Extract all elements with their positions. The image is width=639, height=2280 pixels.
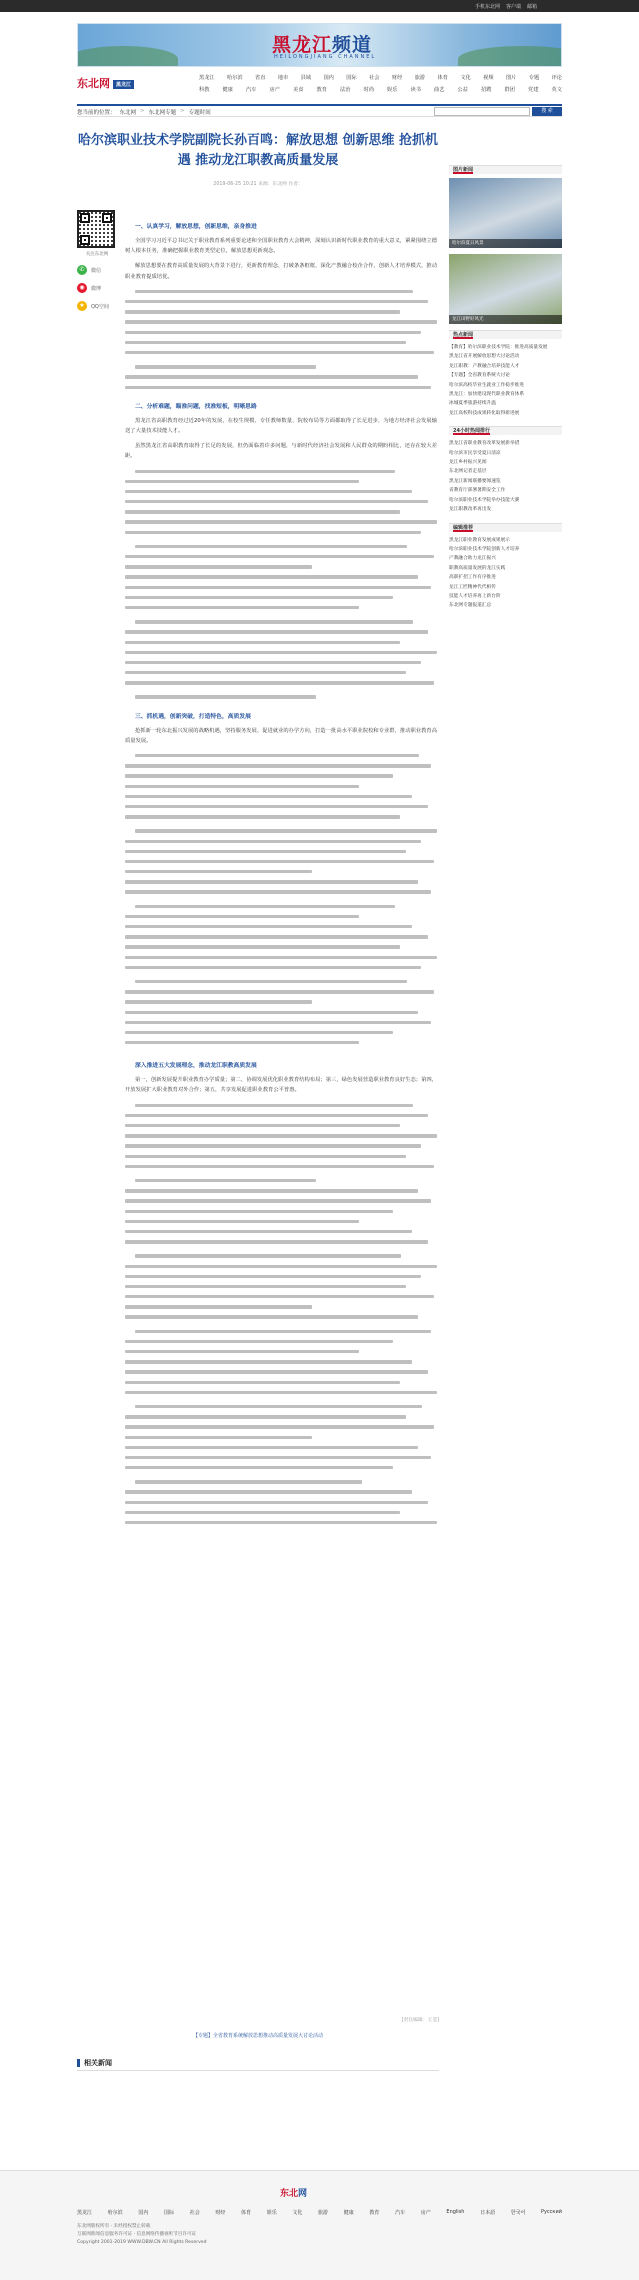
text-line-placeholder <box>125 617 437 627</box>
text-line-placeholder <box>125 1101 437 1111</box>
sidebar-news-item[interactable]: 哈尔滨职业技术学院举办技能大赛 <box>449 497 520 503</box>
text-line-placeholder <box>125 668 437 678</box>
qzone-icon: ★ <box>77 301 87 311</box>
text-line-placeholder <box>125 771 437 781</box>
nav-link[interactable]: 图片 <box>505 75 517 81</box>
sidebar-news-item[interactable]: 龙江乡村振兴见闻 <box>449 460 487 466</box>
text-line-placeholder <box>125 1008 437 1018</box>
sidebar-photo[interactable] <box>449 178 562 248</box>
text-line-placeholder <box>125 792 437 802</box>
breadcrumb-bar <box>77 104 562 117</box>
article-meta: 2019-06-25 10:21 来源：东北网 作者： <box>213 182 303 187</box>
nav-link[interactable]: 党建 <box>528 87 539 93</box>
sidebar-editor-header: 编辑推荐 <box>449 523 562 532</box>
text-line-placeholder <box>125 912 437 922</box>
footer-line: Copyright 2001-2019 WWW.DBW.CN All Rights Reserved <box>77 2240 207 2245</box>
nav-link[interactable]: 黑龙江 <box>199 75 215 81</box>
sidebar-news-item[interactable]: 黑龙江省开展解放思想大讨论活动 <box>449 354 520 360</box>
text-line-placeholder <box>125 1196 437 1206</box>
footer-nav-link[interactable]: 旅游 <box>318 2210 329 2216</box>
sidebar-news-item[interactable]: 冰城夏季旅游持续升温 <box>449 401 496 407</box>
header-nav <box>77 74 562 94</box>
sidebar-news-item[interactable]: 龙江职教改革再出发 <box>449 507 492 513</box>
text-line-placeholder <box>125 1028 437 1038</box>
article-paragraph: 抢抓新一轮东北振兴发展的战略机遇，坚持服务发展、促进就业的办学方向，打造一批高水平职业院校和专业群，推动职业教育高质量发展。 <box>125 727 437 744</box>
nav-link[interactable]: 教育 <box>316 87 327 93</box>
wechat-icon: ✆ <box>77 265 87 275</box>
text-line-placeholder <box>125 372 437 382</box>
text-line-placeholder <box>125 467 437 477</box>
sidebar-photo-header: 图片新闻 <box>449 165 562 174</box>
text-line-placeholder <box>125 877 437 887</box>
footer-nav-link[interactable]: 文化 <box>292 2210 303 2216</box>
text-line-placeholder <box>125 1508 437 1518</box>
breadcrumb: 您当前的位置： 东北网 > 东北网专题 > 专题时间 <box>77 108 211 116</box>
sidebar-news-item[interactable]: 【专题】全省教育系统大讨论 <box>449 373 510 379</box>
site-logo[interactable]: 东北网 黑龙江 <box>77 75 134 91</box>
text-line-placeholder <box>125 1186 437 1196</box>
article-paragraph: 虽然黑龙江省高职教育取得了长足的发展，但仍面临着许多问题，与新时代经济社会发展和人民群众的期盼相比，还存在较大差距。 <box>125 443 437 460</box>
sidebar-news-item[interactable]: 黑龙江职业教育发展成果展示 <box>449 537 510 543</box>
banner-title: 黑龙江频道 <box>272 34 373 56</box>
search-input[interactable] <box>434 107 530 116</box>
text-line-placeholder <box>125 867 437 877</box>
section-heading: 深入推进五大发展理念，推动龙江职教高质发展 <box>135 1063 257 1070</box>
footer-nav-link[interactable]: English <box>446 2209 465 2215</box>
text-line-placeholder <box>125 1327 437 1337</box>
text-line-placeholder <box>125 857 437 867</box>
article-editor: [责任编辑：王莹] <box>401 2018 439 2023</box>
text-line-placeholder <box>125 317 437 327</box>
text-line-placeholder <box>125 1272 437 1282</box>
text-line-placeholder <box>125 1477 437 1487</box>
footer-nav-link[interactable]: 社会 <box>189 2210 200 2216</box>
text-line-placeholder <box>125 1312 437 1322</box>
text-line-placeholder <box>125 1487 437 1497</box>
nav-link[interactable]: 文化 <box>460 75 471 81</box>
sidebar-news-item[interactable]: 龙江高校科技成果转化取得新进展 <box>449 410 520 416</box>
nav-link[interactable]: 房产 <box>269 87 280 93</box>
sidebar-24h-header: 24小时热闻排行 <box>449 426 562 435</box>
news-24h-list <box>449 439 562 514</box>
nav-link[interactable]: 评论 <box>551 75 562 81</box>
footer-copyright <box>77 2223 397 2247</box>
banner-hill-decoration <box>77 46 178 67</box>
article-title: 哈尔滨职业技术学院副院长孙百鸣：解放思想 创新思维 抢抓机遇 推动龙江职教高质量发展 <box>77 133 439 168</box>
text-line-placeholder <box>125 507 437 517</box>
nav-link[interactable]: 汽车 <box>246 87 257 93</box>
qr-label: 关注东北网 <box>85 252 109 257</box>
text-line-placeholder <box>125 383 437 393</box>
text-line-placeholder <box>125 1402 437 1412</box>
text-line-placeholder <box>125 1207 437 1217</box>
text-line-placeholder <box>125 1367 437 1377</box>
footer-nav-link[interactable]: 健康 <box>343 2210 354 2216</box>
nav-link[interactable]: 英文 <box>551 87 562 93</box>
text-line-placeholder <box>125 953 437 963</box>
top-link-mobile[interactable]: 手机东北网 <box>474 4 500 10</box>
sidebar-news-item[interactable]: 省教育厅部署暑期安全工作 <box>449 488 506 494</box>
nav-link[interactable]: 法治 <box>340 87 351 93</box>
sidebar-news-item[interactable]: 产教融合助力龙江振兴 <box>449 556 496 562</box>
text-line-placeholder <box>125 997 437 1007</box>
nav-link[interactable]: 健康 <box>222 87 233 93</box>
article-topic-link[interactable]: 【专题】全省教育系统解放思想推动高质量发展大讨论活动 <box>192 2033 323 2039</box>
sidebar-news-item[interactable]: 东北网专题报道汇总 <box>449 603 492 609</box>
nav-link[interactable]: 公益 <box>457 87 468 93</box>
text-line-placeholder <box>125 942 437 952</box>
sidebar-hot-header: 热点新闻 <box>449 330 562 339</box>
nav-link[interactable]: 时尚 <box>363 87 374 93</box>
nav-link[interactable]: 旅游 <box>414 75 426 81</box>
nav-link[interactable]: 哈尔滨 <box>227 75 243 81</box>
nav-link[interactable]: 娱乐 <box>387 87 398 93</box>
text-line-placeholder <box>125 1121 437 1131</box>
footer-nav-link[interactable]: 汽车 <box>395 2210 406 2216</box>
related-news-title: 相关新闻 <box>77 2059 112 2067</box>
text-line-placeholder <box>125 826 437 836</box>
site-footer <box>0 2170 639 2280</box>
nav-link[interactable]: 县域 <box>300 75 312 81</box>
footer-nav-link[interactable]: 한국어 <box>510 2210 526 2216</box>
text-line-placeholder <box>125 562 437 572</box>
nav-link[interactable]: 美食 <box>293 87 304 93</box>
footer-nav-link[interactable]: 房产 <box>420 2210 431 2216</box>
text-line-placeholder <box>125 1453 437 1463</box>
qr-code-icon <box>77 210 115 248</box>
share-qzone[interactable]: ★ QQ空间 <box>77 301 117 311</box>
text-line-placeholder <box>125 922 437 932</box>
top-link-mail[interactable]: 邮箱 <box>526 4 537 10</box>
footer-line: 互联网新闻信息服务许可证 · 信息网络传播视听节目许可证 <box>77 2232 197 2237</box>
article-paragraph: 解放思想要在教育高质量发展的大背景下进行，更新教育理念，打破条条框框，深化产教融合校企合作，创新人才培养模式，推动职业教育提质培优。 <box>125 263 437 280</box>
footer-nav <box>77 2209 562 2216</box>
text-line-placeholder <box>125 1337 437 1347</box>
text-line-placeholder <box>125 497 437 507</box>
text-line-placeholder <box>125 1378 437 1388</box>
top-links <box>475 3 537 10</box>
text-line-placeholder <box>125 932 437 942</box>
sidebar-photo[interactable] <box>449 254 562 324</box>
text-line-placeholder <box>125 1237 437 1247</box>
footer-line: 东北网版权所有 · 未经授权禁止转载 <box>77 2224 151 2229</box>
text-line-placeholder <box>125 987 437 997</box>
text-line-placeholder <box>125 348 437 358</box>
share-weibo[interactable]: ◉ 微博 <box>77 283 117 293</box>
section-heading: 二、分析难题，瞄准问题，找准短板，明晰思路 <box>135 403 257 410</box>
text-line-placeholder <box>125 847 437 857</box>
nav-link[interactable]: 国内 <box>323 75 334 81</box>
nav-link[interactable]: 社会 <box>369 75 380 81</box>
text-line-placeholder <box>125 1262 437 1272</box>
breadcrumb-item[interactable]: 东北网 <box>119 110 137 116</box>
text-line-placeholder <box>125 1302 437 1312</box>
text-line-placeholder <box>125 761 437 771</box>
text-line-placeholder <box>125 887 437 897</box>
text-line-placeholder <box>125 1357 437 1367</box>
footer-nav-link[interactable]: 日本語 <box>480 2210 496 2216</box>
text-line-placeholder <box>125 572 437 582</box>
hot-news-list <box>449 343 562 418</box>
text-line-placeholder <box>125 1347 437 1357</box>
text-line-placeholder <box>125 603 437 613</box>
footer-nav-link[interactable]: 财经 <box>215 2210 226 2216</box>
footer-nav-link[interactable]: Русский <box>540 2209 562 2215</box>
text-line-placeholder <box>125 1388 437 1398</box>
photo-caption: 哈尔滨夏日风景 <box>449 239 562 248</box>
text-line-placeholder <box>125 517 437 527</box>
section-heading: 三、抓机遇，创新突破，打造特色，高质发展 <box>135 713 251 720</box>
nav-link[interactable]: 视频 <box>483 75 494 81</box>
nav-row-2 <box>199 86 562 93</box>
text-line-placeholder <box>125 487 437 497</box>
text-line-placeholder <box>125 1176 437 1186</box>
text-line-placeholder <box>125 1282 437 1292</box>
text-line-placeholder <box>125 678 437 688</box>
text-line-placeholder <box>125 1518 437 1528</box>
footer-nav-link[interactable]: 黑龙江 <box>77 2210 93 2216</box>
text-line-placeholder <box>125 692 437 702</box>
text-line-placeholder <box>125 362 437 372</box>
breadcrumb-label: 您当前的位置： <box>77 110 116 116</box>
text-line-placeholder <box>125 1141 437 1151</box>
text-line-placeholder <box>125 1498 437 1508</box>
text-line-placeholder <box>125 638 437 648</box>
text-line-placeholder <box>125 287 437 297</box>
footer-nav-link[interactable]: 国内 <box>138 2210 149 2216</box>
sidebar <box>449 165 562 619</box>
weibo-icon: ◉ <box>77 283 87 293</box>
nav-link[interactable]: 招聘 <box>481 87 492 93</box>
sidebar-news-item[interactable]: 职教高质量发展的龙江实践 <box>449 565 506 571</box>
text-line-placeholder <box>125 1217 437 1227</box>
text-line-placeholder <box>125 1433 437 1443</box>
article-body <box>125 213 437 1528</box>
sidebar-news-item[interactable]: 【教育】哈尔滨职业技术学院：推进高质量发展 <box>449 345 548 350</box>
sidebar-news-item[interactable]: 龙江职教：产教融合培养技能人才 <box>449 363 520 369</box>
channel-banner <box>77 23 562 67</box>
text-line-placeholder <box>125 1152 437 1162</box>
sidebar-news-item[interactable]: 黑龙江：加快建设现代职业教育体系 <box>449 392 525 398</box>
sidebar-news-item[interactable]: 黑龙江新闻联播要闻速览 <box>449 478 501 484</box>
text-line-placeholder <box>125 802 437 812</box>
nav-link[interactable]: 读书 <box>410 87 421 93</box>
sidebar-news-item[interactable]: 东北网记者走基层 <box>449 469 487 475</box>
text-line-placeholder <box>125 902 437 912</box>
footer-nav-link[interactable]: 哈尔滨 <box>107 2210 123 2216</box>
nav-link[interactable]: 曲艺 <box>434 87 445 93</box>
footer-logo[interactable]: 东北网 <box>280 2189 308 2199</box>
sidebar-news-item[interactable]: 哈尔滨职业技术学院创新人才培养 <box>449 546 520 552</box>
footer-nav-link[interactable]: 教育 <box>369 2210 380 2216</box>
text-line-placeholder <box>125 627 437 637</box>
text-line-placeholder <box>125 751 437 761</box>
text-line-placeholder <box>125 1131 437 1141</box>
text-line-placeholder <box>125 837 437 847</box>
main-nav <box>199 74 562 98</box>
footer-nav-link[interactable]: 国际 <box>164 2210 175 2216</box>
text-line-placeholder <box>125 1422 437 1432</box>
editor-pick-list <box>449 536 562 611</box>
text-line-placeholder <box>125 297 437 307</box>
text-line-placeholder <box>125 1018 437 1028</box>
text-line-placeholder <box>125 1443 437 1453</box>
nav-link[interactable]: 地市 <box>277 75 289 81</box>
text-line-placeholder <box>125 812 437 822</box>
sidebar-news-item[interactable]: 龙江工匠精神代代相传 <box>449 584 496 590</box>
sidebar-news-item[interactable]: 技能人才培养再上新台阶 <box>449 593 501 599</box>
nav-link[interactable]: 财经 <box>391 75 403 81</box>
sidebar-news-item[interactable]: 哈尔滨市民享受夏日清凉 <box>449 450 501 456</box>
sidebar-news-item[interactable]: 黑龙江省职业教育改革发展新举措 <box>449 441 520 447</box>
banner-subtitle: HEILONGJIANG CHANNEL <box>274 54 377 60</box>
article-paragraph: 黑龙江省高职教育经过近20年的发展，在校生规模、专任教师数量、院校布局等方面都取得了长足进步，为地方经济社会发展输送了大量技术技能人才。 <box>125 417 437 434</box>
section-heading: 一、认真学习，解放思想，创新思维，亲身推进 <box>135 224 257 230</box>
text-line-placeholder <box>125 1412 437 1422</box>
photo-caption: 龙江田野好风光 <box>449 315 562 324</box>
nav-row-1 <box>199 74 562 81</box>
text-line-placeholder <box>125 1251 437 1261</box>
share-wechat[interactable]: ✆ 微信 <box>77 265 117 275</box>
text-line-placeholder <box>125 963 437 973</box>
share-panel <box>77 210 117 311</box>
text-line-placeholder <box>125 1227 437 1237</box>
text-line-placeholder <box>125 542 437 552</box>
text-line-placeholder <box>125 1162 437 1172</box>
text-line-placeholder <box>125 782 437 792</box>
text-line-placeholder <box>125 307 437 317</box>
text-line-placeholder <box>125 528 437 538</box>
text-line-placeholder <box>125 1038 437 1048</box>
search-button[interactable]: 搜 索 <box>532 107 562 116</box>
text-line-placeholder <box>125 1292 437 1302</box>
text-line-placeholder <box>125 648 437 658</box>
breadcrumb-item[interactable]: 东北网专题 <box>148 110 177 116</box>
related-news-header <box>77 2058 439 2071</box>
nav-link[interactable]: 专题 <box>528 75 540 81</box>
text-line-placeholder <box>125 1463 437 1473</box>
text-line-placeholder <box>125 477 437 487</box>
text-line-placeholder <box>125 658 437 668</box>
top-bar <box>0 0 639 12</box>
text-line-placeholder <box>125 593 437 603</box>
footer-nav-link[interactable]: 娱乐 <box>266 2210 277 2216</box>
top-link-app[interactable]: 客户端 <box>505 4 521 10</box>
nav-link[interactable]: 体育 <box>437 75 448 81</box>
nav-link[interactable]: 群团 <box>504 87 515 93</box>
nav-link[interactable]: 科教 <box>199 87 210 93</box>
sidebar-news-item[interactable]: 哈尔滨高校毕业生就业工作稳步推进 <box>449 382 525 388</box>
text-line-placeholder <box>125 552 437 562</box>
text-line-placeholder <box>125 328 437 338</box>
text-line-placeholder <box>125 583 437 593</box>
footer-nav-link[interactable]: 体育 <box>241 2210 252 2216</box>
breadcrumb-item[interactable]: 专题时间 <box>188 110 211 116</box>
text-line-placeholder <box>125 977 437 987</box>
nav-link[interactable]: 省直 <box>255 75 266 81</box>
sidebar-news-item[interactable]: 高职扩招工作有序推进 <box>449 575 496 581</box>
nav-link[interactable]: 国际 <box>346 75 357 81</box>
banner-hill-decoration <box>458 46 562 67</box>
text-line-placeholder <box>125 338 437 348</box>
article-paragraph: 第一，创新发展提升职业教育办学质量；第二，协调发展优化职业教育结构布局；第三，绿色发展营造职业教育良好生态；第四，开放发展扩大职业教育对外合作；第五，共享发展促进职业教育公平普惠。 <box>125 1077 437 1094</box>
article-paragraph: 全国学习习近平总书记关于职业教育系列重要论述和全国职业教育大会精神，深刻认识新时代职业教育的重大意义，紧紧围绕立德树人根本任务，准确把握职业教育类型定位，解放思想更新观念。 <box>125 238 437 255</box>
text-line-placeholder <box>125 1111 437 1121</box>
